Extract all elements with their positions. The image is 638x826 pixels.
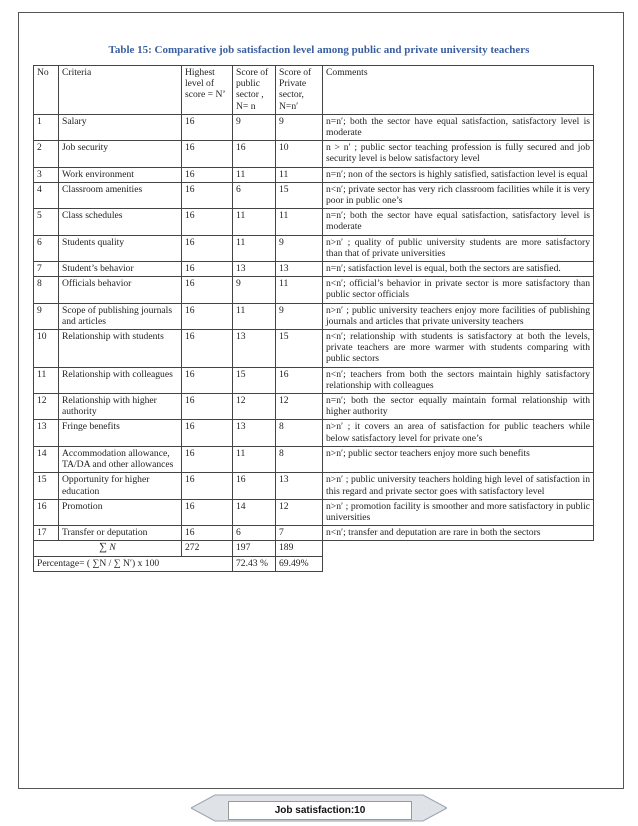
sum-private: 189 xyxy=(276,541,323,556)
table-row xyxy=(34,394,594,420)
row-public-score: 11 xyxy=(233,167,276,182)
table-row xyxy=(34,262,594,277)
row-public-score: 16 xyxy=(233,141,276,167)
sum-row xyxy=(34,541,594,556)
percentage-row xyxy=(34,556,594,571)
row-private-score: 11 xyxy=(276,277,323,303)
row-highest-score: 16 xyxy=(182,277,233,303)
row-public-score: 9 xyxy=(233,277,276,303)
row-comment: n>n′ ; public university teachers enjoy more facilities of publishing journals and articles that private university teachers xyxy=(323,303,594,329)
table-row xyxy=(34,114,594,140)
table-body xyxy=(34,114,594,541)
row-public-score: 6 xyxy=(233,526,276,541)
row-number: 11 xyxy=(34,367,59,393)
percentage-public: 72.43 % xyxy=(233,556,276,571)
row-number: 17 xyxy=(34,526,59,541)
row-number: 10 xyxy=(34,330,59,368)
row-criteria: Opportunity for higher education xyxy=(59,473,182,499)
row-comment: n>n′ ; public university teachers holding high level of satisfaction in this regard and private sector goes with satisfactory level xyxy=(323,473,594,499)
row-private-score: 12 xyxy=(276,394,323,420)
row-highest-score: 16 xyxy=(182,367,233,393)
row-number: 9 xyxy=(34,303,59,329)
header-private-score: Score of Private sector, N=n′ xyxy=(276,66,323,115)
row-highest-score: 16 xyxy=(182,420,233,446)
row-number: 14 xyxy=(34,446,59,472)
row-number: 6 xyxy=(34,235,59,261)
row-criteria: Transfer or deputation xyxy=(59,526,182,541)
row-public-score: 13 xyxy=(233,262,276,277)
row-criteria: Job security xyxy=(59,141,182,167)
table-row xyxy=(34,446,594,472)
row-comment: n<n′; official’s behavior in private sector is more satisfactory than public sector officials xyxy=(323,277,594,303)
row-private-score: 13 xyxy=(276,473,323,499)
row-criteria: Relationship with colleagues xyxy=(59,367,182,393)
row-comment: n>n′ ; promotion facility is smoother and more satisfactory in public universities xyxy=(323,499,594,525)
row-comment: n>n′ ; it covers an area of satisfaction for public teachers while below satisfactory level for private one’s xyxy=(323,420,594,446)
row-number: 2 xyxy=(34,141,59,167)
row-private-score: 12 xyxy=(276,499,323,525)
row-highest-score: 16 xyxy=(182,330,233,368)
row-public-score: 11 xyxy=(233,303,276,329)
row-criteria: Accommodation allowance, TA/DA and other allowances xyxy=(59,446,182,472)
row-criteria: Salary xyxy=(59,114,182,140)
row-number: 7 xyxy=(34,262,59,277)
sum-label xyxy=(34,541,182,556)
row-number: 13 xyxy=(34,420,59,446)
row-comment: n>n′ ; quality of public university students are more satisfactory than that of private universities xyxy=(323,235,594,261)
row-private-score: 8 xyxy=(276,446,323,472)
row-public-score: 14 xyxy=(233,499,276,525)
row-highest-score: 16 xyxy=(182,167,233,182)
row-public-score: 15 xyxy=(233,367,276,393)
row-highest-score: 16 xyxy=(182,235,233,261)
footer-page-label: Job satisfaction:10 xyxy=(228,801,412,820)
row-comment: n<n′; transfer and deputation are rare in both the sectors xyxy=(323,526,594,541)
row-criteria: Student’s behavior xyxy=(59,262,182,277)
row-highest-score: 16 xyxy=(182,182,233,208)
row-number: 3 xyxy=(34,167,59,182)
row-highest-score: 16 xyxy=(182,526,233,541)
table-row xyxy=(34,303,594,329)
row-criteria: Work environment xyxy=(59,167,182,182)
row-comment: n>n′; public sector teachers enjoy more such benefits xyxy=(323,446,594,472)
row-comment: n > n′ ; public sector teaching profession is fully secured and job security level is below satisfactory level xyxy=(323,141,594,167)
row-comment: n=n′; non of the sectors is highly satisfied, satisfaction level is equal xyxy=(323,167,594,182)
row-number: 16 xyxy=(34,499,59,525)
row-comment: n<n′; relationship with students is satisfactory at both the levels, private teachers are more warmer with students comparing with public sectors xyxy=(323,330,594,368)
header-row xyxy=(34,66,594,115)
row-private-score: 15 xyxy=(276,182,323,208)
row-private-score: 7 xyxy=(276,526,323,541)
header-highest-score: Highest level of score = N’ xyxy=(182,66,233,115)
row-criteria: Officials behavior xyxy=(59,277,182,303)
row-comment: n=n′; both the sector have equal satisfaction, satisfactory level is moderate xyxy=(323,114,594,140)
row-criteria: Classroom amenities xyxy=(59,182,182,208)
table-row xyxy=(34,167,594,182)
row-number: 15 xyxy=(34,473,59,499)
row-highest-score: 16 xyxy=(182,394,233,420)
row-private-score: 9 xyxy=(276,235,323,261)
row-number: 8 xyxy=(34,277,59,303)
table-title: Table 15: Comparative job satisfaction level among public and private university teachers xyxy=(108,44,530,56)
row-criteria: Students quality xyxy=(59,235,182,261)
table-row xyxy=(34,141,594,167)
row-comment: n=n′; both the sector equally maintain formal relationship with higher authority xyxy=(323,394,594,420)
row-highest-score: 16 xyxy=(182,262,233,277)
row-number: 1 xyxy=(34,114,59,140)
row-private-score: 9 xyxy=(276,303,323,329)
row-public-score: 6 xyxy=(233,182,276,208)
header-public-score: Score of public sector , N= n xyxy=(233,66,276,115)
row-private-score: 8 xyxy=(276,420,323,446)
sigma-symbol: ∑ xyxy=(99,541,108,554)
row-criteria: Relationship with higher authority xyxy=(59,394,182,420)
sum-public: 197 xyxy=(233,541,276,556)
row-public-score: 16 xyxy=(233,473,276,499)
row-criteria: Relationship with students xyxy=(59,330,182,368)
row-public-score: 13 xyxy=(233,420,276,446)
row-public-score: 11 xyxy=(233,235,276,261)
sum-highest: 272 xyxy=(182,541,233,556)
header-no: No xyxy=(34,66,59,115)
table-row xyxy=(34,526,594,541)
row-private-score: 9 xyxy=(276,114,323,140)
row-public-score: 12 xyxy=(233,394,276,420)
table-row xyxy=(34,209,594,235)
table-row xyxy=(34,235,594,261)
row-private-score: 16 xyxy=(276,367,323,393)
table-row xyxy=(34,182,594,208)
row-public-score: 9 xyxy=(233,114,276,140)
row-public-score: 11 xyxy=(233,446,276,472)
row-criteria: Scope of publishing journals and articles xyxy=(59,303,182,329)
row-comment: n<n′; private sector has very rich classroom facilities while it is very poor in public one’s xyxy=(323,182,594,208)
row-highest-score: 16 xyxy=(182,114,233,140)
row-highest-score: 16 xyxy=(182,499,233,525)
table-row xyxy=(34,367,594,393)
row-public-score: 11 xyxy=(233,209,276,235)
table-row xyxy=(34,277,594,303)
row-highest-score: 16 xyxy=(182,303,233,329)
row-number: 5 xyxy=(34,209,59,235)
table-row xyxy=(34,330,594,368)
row-highest-score: 16 xyxy=(182,473,233,499)
row-number: 12 xyxy=(34,394,59,420)
row-highest-score: 16 xyxy=(182,209,233,235)
row-comment: n=n′; both the sector have equal satisfaction, satisfactory level is moderate xyxy=(323,209,594,235)
percentage-label: Percentage= ( ∑N / ∑ N′) x 100 xyxy=(34,556,233,571)
row-criteria: Class schedules xyxy=(59,209,182,235)
table-row xyxy=(34,473,594,499)
row-private-score: 13 xyxy=(276,262,323,277)
row-highest-score: 16 xyxy=(182,446,233,472)
satisfaction-table xyxy=(33,65,594,572)
percentage-private: 69.49% xyxy=(276,556,323,571)
row-private-score: 11 xyxy=(276,167,323,182)
row-private-score: 15 xyxy=(276,330,323,368)
table-row xyxy=(34,499,594,525)
row-public-score: 13 xyxy=(233,330,276,368)
row-criteria: Promotion xyxy=(59,499,182,525)
row-highest-score: 16 xyxy=(182,141,233,167)
row-comment: n<n′; teachers from both the sectors maintain highly satisfactory relationship with colleagues xyxy=(323,367,594,393)
sum-variable: N xyxy=(109,542,116,554)
table-row xyxy=(34,420,594,446)
row-criteria: Fringe benefits xyxy=(59,420,182,446)
row-private-score: 10 xyxy=(276,141,323,167)
row-private-score: 11 xyxy=(276,209,323,235)
header-criteria: Criteria xyxy=(59,66,182,115)
row-number: 4 xyxy=(34,182,59,208)
row-comment: n=n′; satisfaction level is equal, both the sectors are satisfied. xyxy=(323,262,594,277)
header-comments: Comments xyxy=(323,66,594,115)
